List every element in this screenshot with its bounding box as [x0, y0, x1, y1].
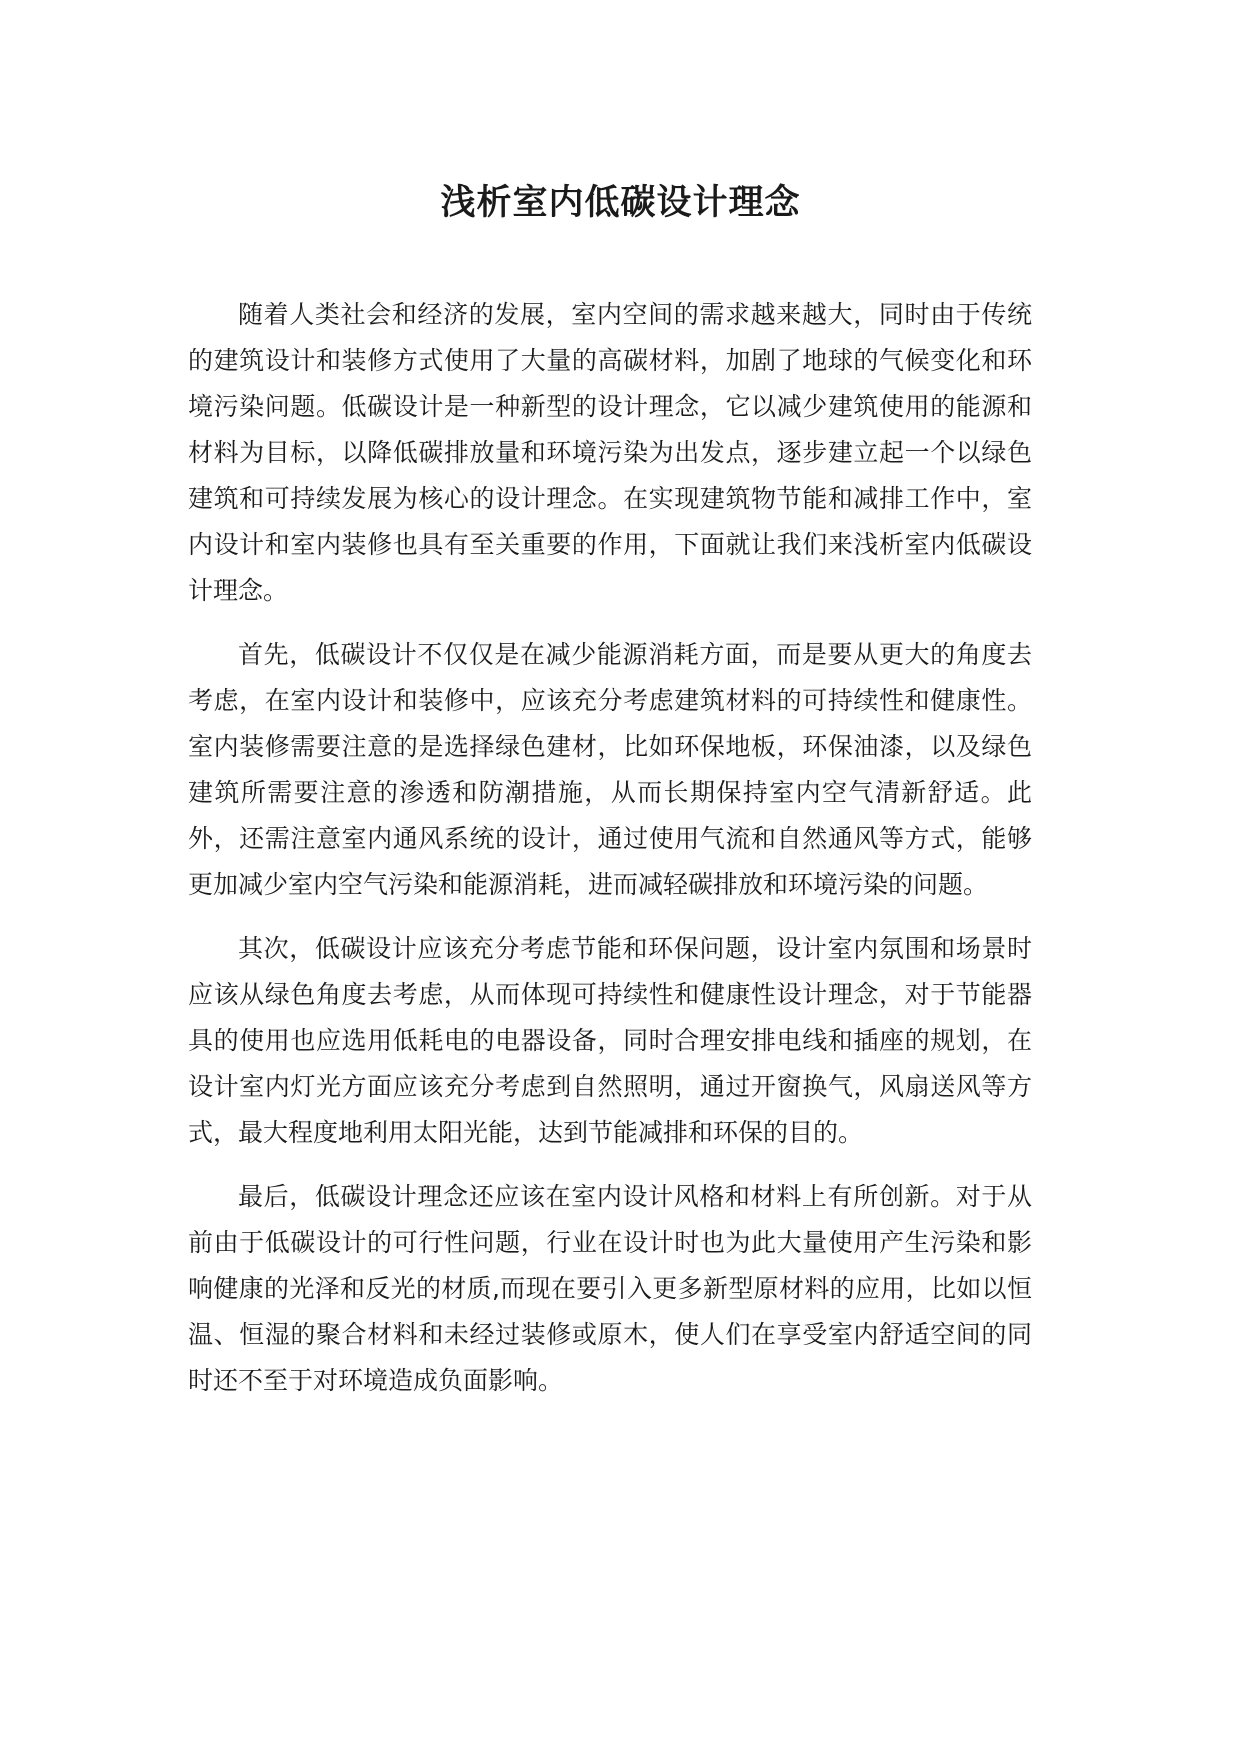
paragraph-intro: 随着人类社会和经济的发展，室内空间的需求越来越大，同时由于传统的建筑设计和装修方式使用了大量的高碳材料，加剧了地球的气候变化和环境污染问题。低碳设计是一种新型的设计理念，它以减少建筑使用的能源和材料为目标，以降低碳排放量和环境污染为出发点，逐步建立起一个以绿色建筑和可持续发展为核心的设计理念。在实现建筑物节能和减排工作中，室内设计和室内装修也具有至关重要的作用，下面就让我们来浅析室内低碳设计理念。: [188, 300, 1032, 605]
document-title: 浅析室内低碳设计理念: [440, 183, 801, 223]
document-body: [188, 292, 1032, 1422]
paragraph-first: 首先，低碳设计不仅仅是在减少能源消耗方面，而是要从更大的角度去考虑，在室内设计和装修中，应该充分考虑建筑材料的可持续性和健康性。室内装修需要注意的是选择绿色建材，比如环保地板，环保油漆，以及绿色建筑所需要注意的渗透和防潮措施，从而长期保持室内空气清新舒适。此外，还需注意室内通风系统的设计，通过使用气流和自然通风等方式，能够更加减少室内空气污染和能源消耗，进而减轻碳排放和环境污染的问题。: [188, 640, 1032, 899]
paragraph-last: 最后，低碳设计理念还应该在室内设计风格和材料上有所创新。对于从前由于低碳设计的可行性问题，行业在设计时也为此大量使用产生污染和影响健康的光泽和反光的材质,而现在要引入更多新型原材料的应用，比如以恒温、恒湿的聚合材料和未经过装修或原木，使人们在享受室内舒适空间的同时还不至于对环境造成负面影响。: [188, 1182, 1032, 1395]
paragraph-second: 其次，低碳设计应该充分考虑节能和环保问题，设计室内氛围和场景时应该从绿色角度去考虑，从而体现可持续性和健康性设计理念，对于节能器具的使用也应选用低耗电的电器设备，同时合理安排电线和插座的规划，在设计室内灯光方面应该充分考虑到自然照明，通过开窗换气，风扇送风等方式，最大程度地利用太阳光能，达到节能减排和环保的目的。: [188, 934, 1032, 1147]
